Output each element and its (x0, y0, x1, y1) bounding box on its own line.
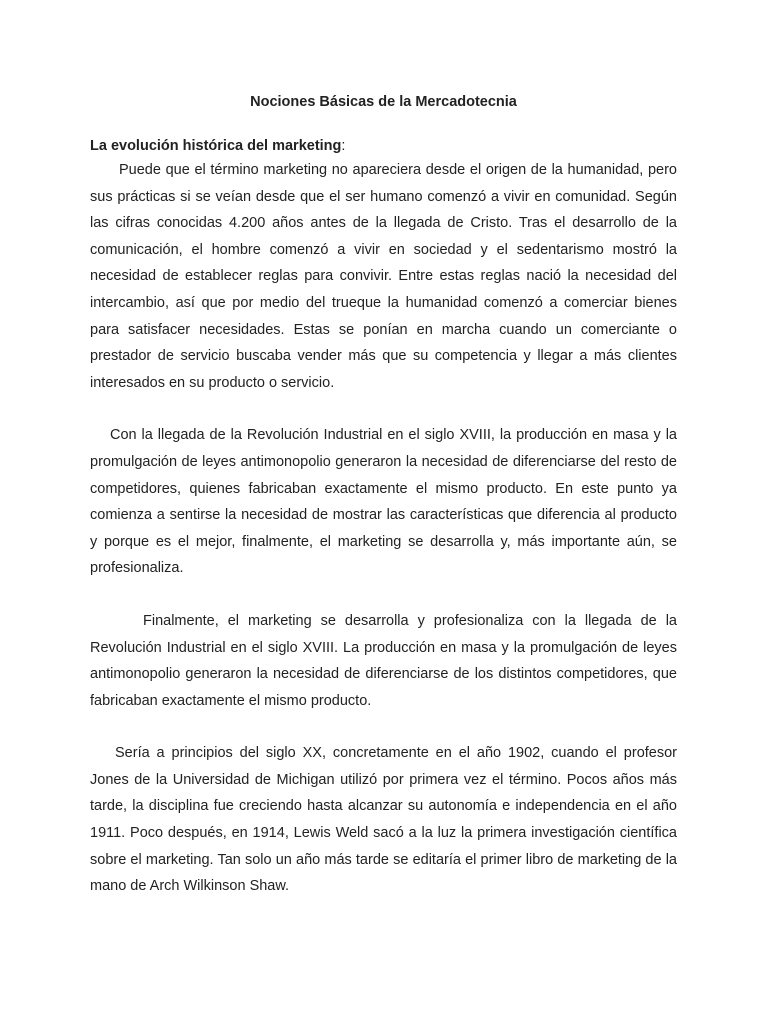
document-title: Nociones Básicas de la Mercadotecnia (250, 94, 517, 110)
document-page (90, 92, 677, 926)
paragraph-4: Sería a principios del siglo XX, concretamente en el año 1902, cuando el profesor Jones de la Universidad de Michigan utilizó por primera vez el término. Pocos años más tarde, la disciplina fue creciendo hasta alcanzar su autonomía e independencia en el año 1911. Poco después, en 1914, Lewis Weld sacó a la luz la primera investigación científica sobre el marketing. Tan solo un año más tarde se editaría el primer libro de marketing de la mano de Arch Wilkinson Shaw. (90, 745, 677, 895)
paragraph-3: Finalmente, el marketing se desarrolla y profesionaliza con la llegada de la Revolución Industrial en el siglo XVIII. La producción en masa y la promulgación de leyes antimonopolio generaron la necesidad de diferenciarse de los distintos competidores, que fabricaban exactamente el mismo producto. (90, 612, 677, 709)
paragraph-2: Con la llegada de la Revolución Industrial en el siglo XVIII, la producción en masa y la promulgación de leyes antimonopolio generaron la necesidad de diferenciarse del resto de competidores, quienes fabricaban exactamente el mismo producto. En este punto ya comienza a sentirse la necesidad de mostrar las características que diferencia al producto y porque es el mejor, finalmente, el marketing se desarrolla y, más importante aún, se profesionaliza. (90, 427, 677, 577)
section-heading-text: La evolución histórica del marketing (90, 138, 342, 154)
section-heading (90, 136, 677, 156)
section-heading-colon: : (341, 138, 346, 154)
paragraph-1: Puede que el término marketing no apareciera desde el origen de la humanidad, pero sus prácticas si se veían desde que el ser humano comenzó a vivir en comunidad. Según las cifras conocidas 4.200 años antes de la llegada de Cristo. Tras el desarrollo de la comunicación, el hombre comenzó a vivir en sociedad y el sedentarismo mostró la necesidad de establecer reglas para convivir. Entre estas reglas nació la necesidad del intercambio, así que por medio del trueque la humanidad comenzó a comerciar bienes para satisfacer necesidades. Estas se ponían en marcha cuando un comerciante o prestador de servicio buscaba vender más que su competencia y llegar a más clientes interesados en su producto o servicio. (90, 162, 677, 391)
